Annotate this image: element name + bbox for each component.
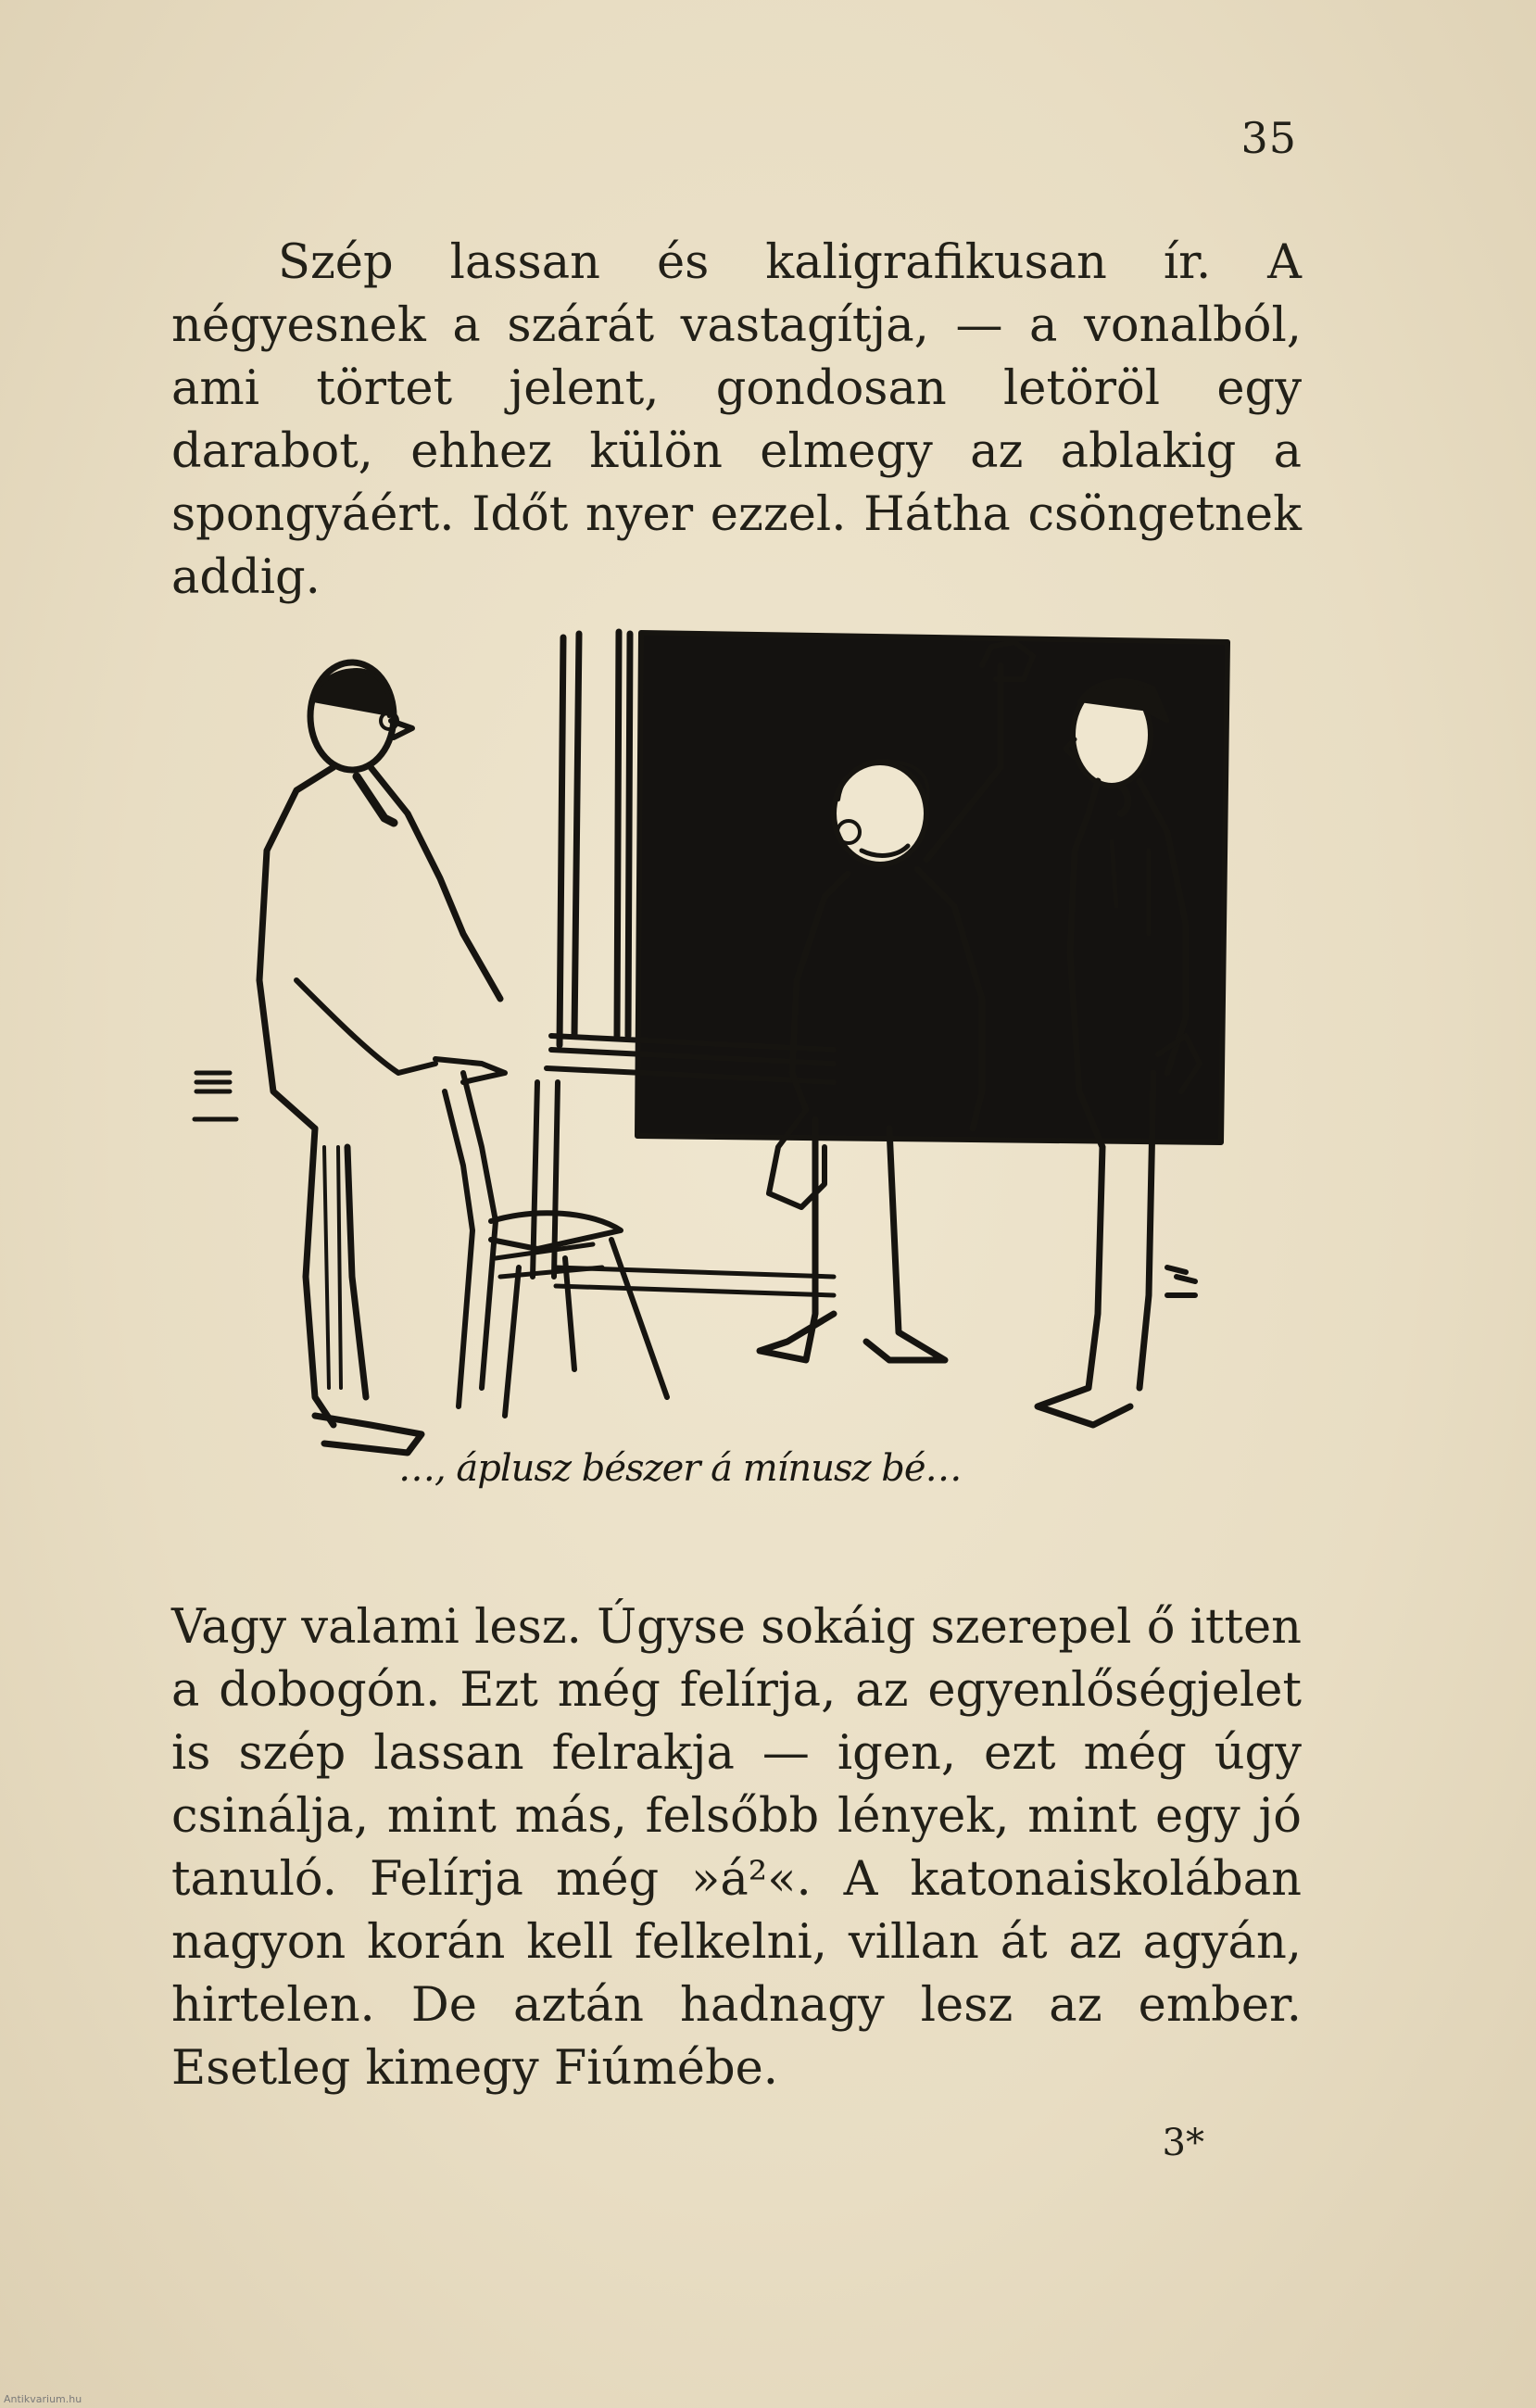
illustration [185, 628, 1251, 1518]
illustration-caption: …, áplusz bészer á mínusz bé… [398, 1447, 962, 1490]
paragraph-2: Vagy valami lesz. Úgyse sokáig szerepel ő itten a dobogón. Ezt még felírja, az egyenlőségjelet is szép lassan felrakja — igen, ezt még úgy csinálja, mint más, felsőbb lények, mint egy jó tanuló. Felírja még »á²«. A katonaiskolában nagyon korán kell felkelni, villan át az agyán, hirtelen. De aztán hadnagy lesz az ember. Esetleg kimegy Fiúmébe. [171, 1600, 1302, 2096]
paragraph-1 [171, 232, 1302, 610]
paragraph-1-text: Szép lassan és kaligrafikusan ír. A négyesnek a szárát vastagítja, — a vonalból, ami törtet jelent, gondosan letöröl egy darabot, ehhez külön elmegy az ablakig a spongyáért. Időt nyer ezzel. Hátha csöngetnek addig. [171, 235, 1302, 605]
door-frame [560, 632, 630, 1045]
signature-mark: 3* [1162, 2122, 1204, 2164]
watermark: Antikvarium.hu [4, 2393, 82, 2405]
page-number: 35 [1240, 113, 1297, 163]
classroom-drawing [185, 628, 1251, 1518]
teacher-figure [259, 662, 505, 1453]
